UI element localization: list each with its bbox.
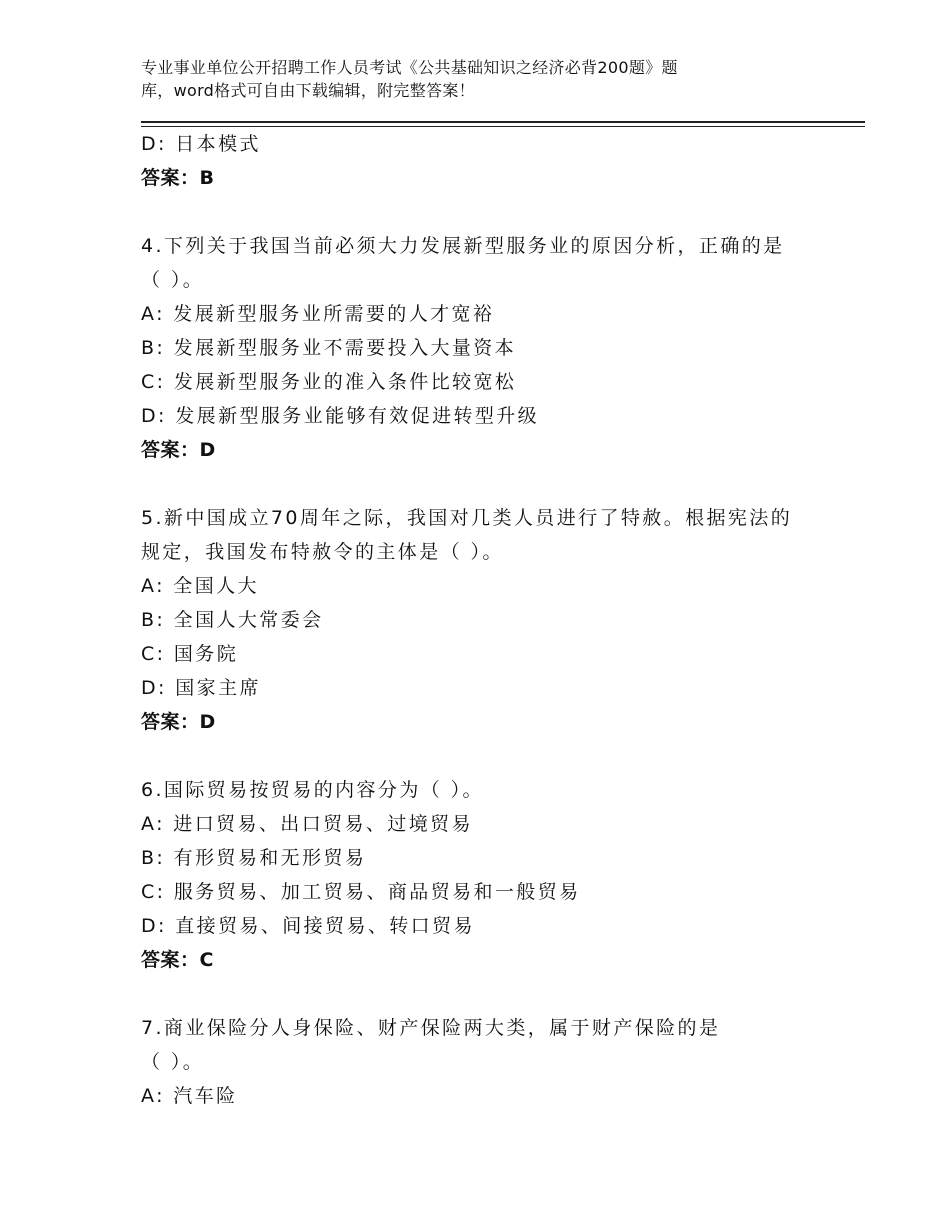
option-b: B: 发展新型服务业不需要投入大量资本 [141,337,517,359]
question-stem-line-1: 7.商业保险分人身保险、财产保险两大类，属于财产保险的是 [141,1017,721,1039]
header-rule-thick [141,121,865,123]
header-title-line-2: 库，word格式可自由下载编辑，附完整答案！ [141,81,475,100]
option-a: A: 进口贸易、出口贸易、过境贸易 [141,813,473,835]
answer: 答案：B [141,167,215,189]
question-stem-line-1: 4.下列关于我国当前必须大力发展新型服务业的原因分析，正确的是 [141,235,785,257]
question-3 [141,127,821,195]
question-6 [141,773,821,977]
option-c: C: 服务贸易、加工贸易、商品贸易和一般贸易 [141,881,581,903]
page-header [141,56,781,102]
question-5 [141,501,821,739]
spacer [141,977,821,1011]
option-b: B: 全国人大常委会 [141,609,324,631]
spacer [141,195,821,229]
option-a: A: 发展新型服务业所需要的人才宽裕 [141,303,495,325]
question-stem-line-2: 规定，我国发布特赦令的主体是（ ）。 [141,541,504,563]
option-d: D: 发展新型服务业能够有效促进转型升级 [141,405,540,427]
option-a: A: 汽车险 [141,1085,238,1107]
spacer [141,467,821,501]
document-body [141,127,821,1113]
answer: 答案：D [141,439,216,461]
option-c: C: 发展新型服务业的准入条件比较宽松 [141,371,517,393]
question-stem-line-2: （ ）。 [141,269,205,291]
header-title-line-1: 专业事业单位公开招聘工作人员考试《公共基础知识之经济必背200题》题 [141,58,678,77]
option-a: A: 全国人大 [141,575,259,597]
question-stem-line-2: （ ）。 [141,1051,205,1073]
question-7 [141,1011,821,1113]
question-4 [141,229,821,467]
answer: 答案：D [141,711,216,733]
option-d: D: 日本模式 [141,133,261,155]
option-c: C: 国务院 [141,643,239,665]
question-stem-line-1: 5.新中国成立70周年之际，我国对几类人员进行了特赦。根据宪法的 [141,507,793,529]
question-stem-line-1: 6.国际贸易按贸易的内容分为（ ）。 [141,779,484,801]
option-b: B: 有形贸易和无形贸易 [141,847,367,869]
spacer [141,739,821,773]
option-d: D: 直接贸易、间接贸易、转口贸易 [141,915,475,937]
answer: 答案：C [141,949,214,971]
option-d: D: 国家主席 [141,677,261,699]
